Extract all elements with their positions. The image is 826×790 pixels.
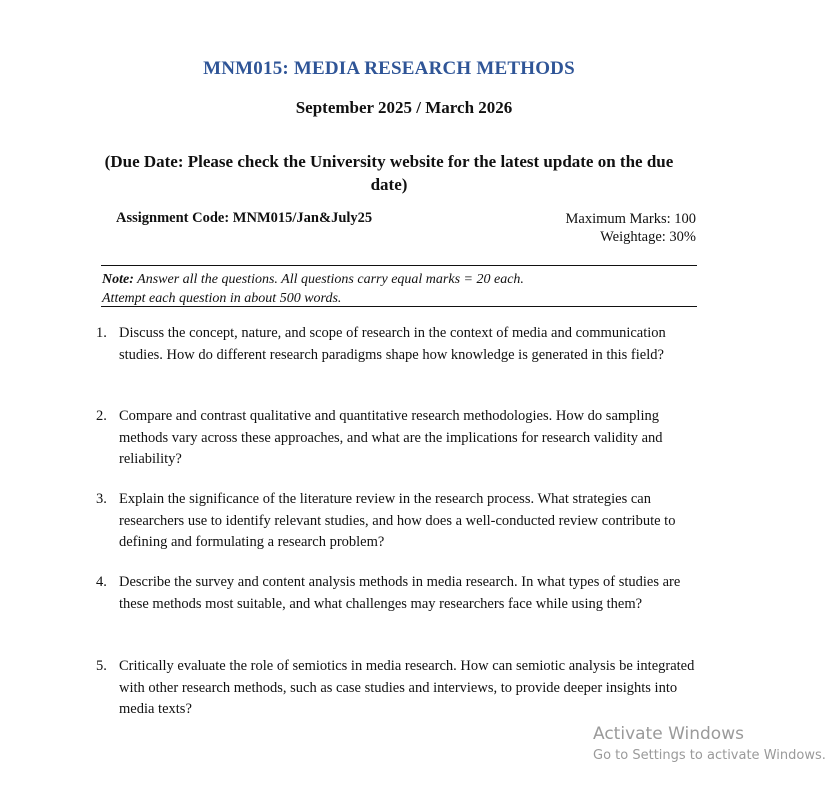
question-item: [96, 656, 706, 721]
question-number: 3.: [96, 491, 107, 507]
question-item: [96, 323, 706, 366]
weightage: Weightage: 30%: [600, 229, 696, 245]
note-label: Note:: [102, 272, 134, 287]
instructions-note: [102, 270, 562, 308]
note-bottom-rule: [101, 306, 697, 307]
marks-block: [566, 210, 697, 246]
maximum-marks: Maximum Marks: 100: [565, 211, 696, 227]
watermark-subtitle: Go to Settings to activate Windows.: [593, 748, 826, 763]
activate-windows-watermark: [593, 724, 826, 763]
question-item: [96, 406, 706, 471]
assignment-code: Assignment Code: MNM015/Jan&July25: [116, 210, 373, 226]
question-text: Describe the survey and content analysis methods in media research. In what types of studies are these methods most suitable, and what challenges may researchers face while using them?: [119, 574, 681, 612]
note-top-rule: [101, 265, 697, 266]
question-text: Discuss the concept, nature, and scope of research in the context of media and communication studies. How do different research paradigms shape how knowledge is generated in this field?: [119, 325, 666, 363]
question-text: Compare and contrast qualitative and quantitative research methodologies. How do sampling methods vary across these approaches, and what are the implications for research validity and reliability?: [119, 408, 663, 467]
question-number: 4.: [96, 574, 107, 590]
question-text: Explain the significance of the literature review in the research process. What strategies can researchers use to identify relevant studies, and how does a well-conducted review contribute to defining and formulating a research problem?: [119, 491, 676, 550]
question-item: [96, 572, 706, 615]
course-title: MNM015: MEDIA RESEARCH METHODS: [203, 58, 575, 79]
question-number: 5.: [96, 658, 107, 674]
question-text: Critically evaluate the role of semiotics in media research. How can semiotic analysis be integrated with other research methods, such as case studies and interviews, to provide deeper insights into media texts?: [119, 658, 695, 717]
question-number: 2.: [96, 408, 107, 424]
due-date-note: (Due Date: Please check the University website for the latest update on the due date): [104, 152, 674, 194]
session-heading: September 2025 / March 2026: [295, 98, 513, 117]
watermark-title: Activate Windows: [593, 724, 744, 744]
note-text: Answer all the questions. All questions carry equal marks = 20 each. Attempt each question in about 500 words.: [102, 272, 524, 306]
question-item: [96, 489, 706, 554]
question-number: 1.: [96, 325, 107, 341]
